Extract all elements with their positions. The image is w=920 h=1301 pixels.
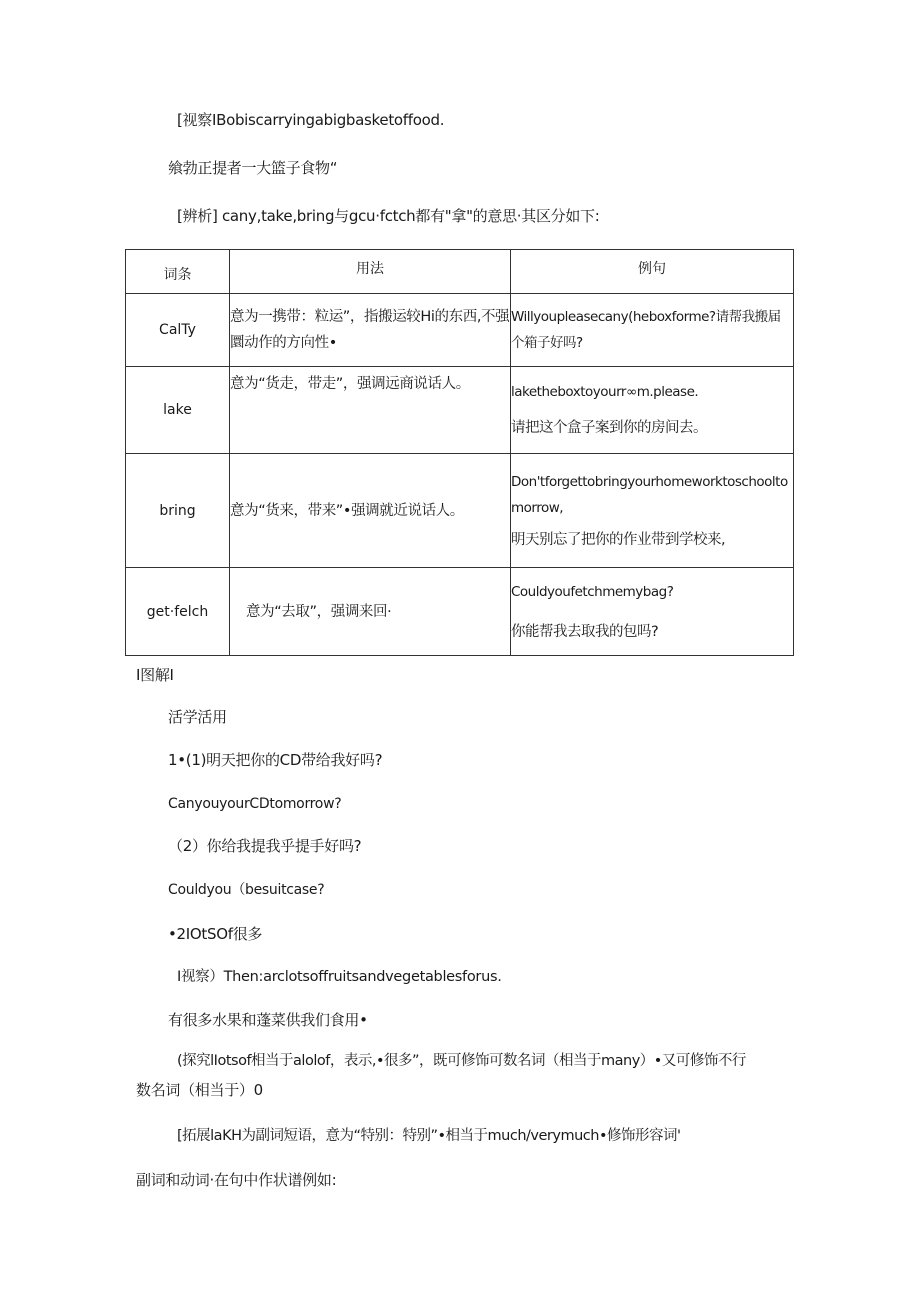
table-header-row <box>126 250 794 294</box>
example-en: Couldyoufetchmemybag? <box>511 583 674 600</box>
example-en: Don'tforgettobringyourhomeworktoschooltomorrow, <box>511 473 788 516</box>
header-word: 词条 <box>126 250 230 294</box>
example-cell <box>511 454 794 568</box>
explore-line-2: 数名词（相当于）0 <box>136 1081 263 1099</box>
header-usage: 用法 <box>230 250 511 294</box>
final-line: 副词和动词·在句中作状谱例如: <box>136 1171 337 1189</box>
extend-line: [拓展laKH为副词短语，意为“特别：特别”•相当于much/verymuch•修饰形容词' <box>177 1128 681 1144</box>
observe-example-line: [视察IBobiscarryingabigbasketoffood. <box>177 111 445 129</box>
header-example: 例句 <box>511 250 794 294</box>
usage-cell: 意为“货来，带来”•强调就近说话人。 <box>230 454 511 568</box>
item-2-translation: 有很多水果和蓬菜供我们食用• <box>168 1011 368 1029</box>
item-2-title: •2IOtSOf很多 <box>168 925 263 943</box>
question-1a: 1•(1)明天把你的CD带给我好吗? <box>168 751 383 769</box>
example-en: laketheboxtoyourr∞m.please. <box>511 384 699 400</box>
example-zh: 明天别忘了把你的作业带到学校来, <box>511 531 726 548</box>
table-row <box>126 294 794 367</box>
question-1b-english: Couldyou（besuitcase? <box>168 882 325 898</box>
item-2-observe: I视察）Then:arclotsoffruitsandvegetablesforus. <box>177 969 502 985</box>
word-cell: CalTy <box>126 294 230 367</box>
example-en: Willyoupleasecany(heboxforme?请帮我搬届个箱子好吗? <box>511 309 781 351</box>
explore-line-1: (探究lIotsof相当于alolof，表示,•很多”，既可修饰可数名词（相当于many）•又可修饰不行 <box>177 1053 746 1069</box>
diagram-label: I图解I <box>136 666 174 684</box>
analysis-line: [辨析] cany,take,bring与gcu·fctch都有"拿"的意思·其区分如下: <box>177 207 600 225</box>
usage-cell: 意为“货走，带走”，强调远商说话人。 <box>230 367 511 454</box>
table-row <box>126 367 794 454</box>
example-zh: 请把这个盒子案到你的房间去。 <box>511 420 707 436</box>
question-1b: （2）你给我提我乎提手好吗? <box>168 837 362 855</box>
word-cell: get·felch <box>126 568 230 656</box>
example-cell <box>511 568 794 656</box>
question-1a-english: CanyouyourCDtomorrow? <box>168 796 342 812</box>
word-cell: lake <box>126 367 230 454</box>
vocab-comparison-table <box>125 249 794 656</box>
table-row <box>126 568 794 656</box>
word-cell: bring <box>126 454 230 568</box>
example-cell <box>511 294 794 367</box>
usage-cell: 意为“去取”，强调来回· <box>230 568 511 656</box>
usage-cell: 意为一携带：粒运”，指搬运较Hi的东西,不强圜动作的方向性• <box>230 294 511 367</box>
example-zh: 你能帮我去取我的包吗? <box>511 623 659 640</box>
example-cell <box>511 367 794 454</box>
practice-title: 活学活用 <box>168 708 227 726</box>
table-row <box>126 454 794 568</box>
translation-line: 飨勃正提者一大篮子食物“ <box>168 159 338 177</box>
